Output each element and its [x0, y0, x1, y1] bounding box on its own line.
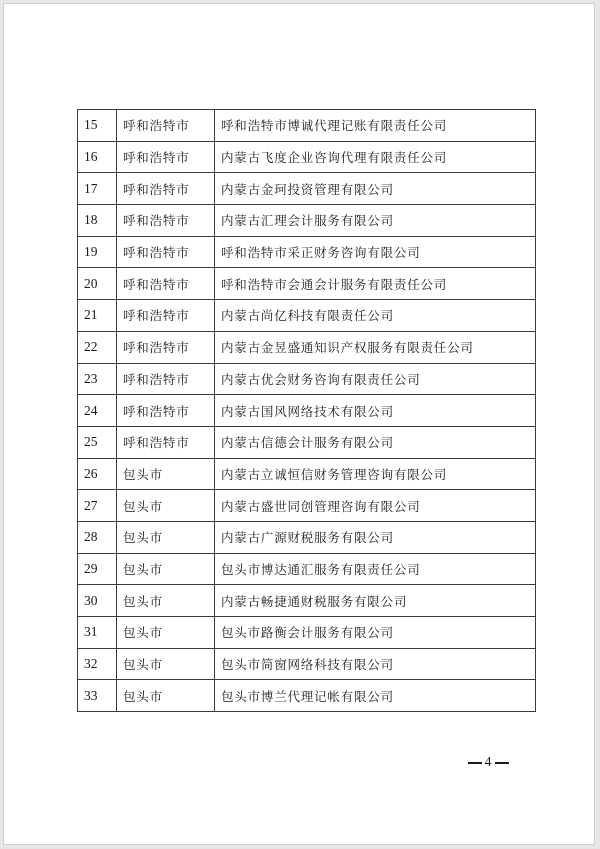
row-city: 包头市 — [117, 521, 215, 553]
row-number: 25 — [78, 426, 117, 458]
row-city: 呼和浩特市 — [117, 141, 215, 173]
row-company: 呼和浩特市会通会计服务有限责任公司 — [215, 268, 536, 300]
row-city: 呼和浩特市 — [117, 395, 215, 427]
row-number: 20 — [78, 268, 117, 300]
row-number: 16 — [78, 141, 117, 173]
table-row — [78, 426, 536, 458]
table-row — [78, 521, 536, 553]
row-number: 33 — [78, 680, 117, 712]
company-list-table — [77, 109, 536, 712]
row-city: 包头市 — [117, 680, 215, 712]
dash-right — [495, 762, 509, 764]
row-company: 包头市博兰代理记帐有限公司 — [215, 680, 536, 712]
table-row — [78, 648, 536, 680]
row-number: 19 — [78, 236, 117, 268]
table-row — [78, 331, 536, 363]
row-number: 23 — [78, 363, 117, 395]
row-city: 呼和浩特市 — [117, 363, 215, 395]
table-row — [78, 553, 536, 585]
row-company: 包头市路衡会计服务有限公司 — [215, 617, 536, 649]
row-company: 呼和浩特市采正财务咨询有限公司 — [215, 236, 536, 268]
table-row — [78, 585, 536, 617]
row-number: 22 — [78, 331, 117, 363]
table-row — [78, 490, 536, 522]
row-company: 内蒙古飞度企业咨询代理有限责任公司 — [215, 141, 536, 173]
table-body — [78, 110, 536, 712]
dash-left — [468, 762, 482, 764]
row-city: 呼和浩特市 — [117, 173, 215, 205]
row-city: 呼和浩特市 — [117, 300, 215, 332]
table-row — [78, 141, 536, 173]
row-company: 内蒙古尚亿科技有限责任公司 — [215, 300, 536, 332]
row-number: 32 — [78, 648, 117, 680]
row-city: 呼和浩特市 — [117, 110, 215, 142]
row-company: 内蒙古汇理会计服务有限公司 — [215, 205, 536, 237]
row-city: 包头市 — [117, 617, 215, 649]
row-city: 包头市 — [117, 648, 215, 680]
row-number: 27 — [78, 490, 117, 522]
row-number: 17 — [78, 173, 117, 205]
row-city: 呼和浩特市 — [117, 331, 215, 363]
row-city: 呼和浩特市 — [117, 205, 215, 237]
row-number: 29 — [78, 553, 117, 585]
row-city: 包头市 — [117, 458, 215, 490]
row-number: 24 — [78, 395, 117, 427]
row-company: 包头市简窗网络科技有限公司 — [215, 648, 536, 680]
row-number: 18 — [78, 205, 117, 237]
page-number-text: 4 — [484, 755, 492, 770]
page-number — [464, 754, 512, 772]
table-row — [78, 363, 536, 395]
row-company: 内蒙古优会财务咨询有限责任公司 — [215, 363, 536, 395]
table-row — [78, 173, 536, 205]
row-number: 26 — [78, 458, 117, 490]
table-row — [78, 110, 536, 142]
row-number: 15 — [78, 110, 117, 142]
table-row — [78, 268, 536, 300]
table-row — [78, 300, 536, 332]
row-company: 内蒙古盛世同创管理咨询有限公司 — [215, 490, 536, 522]
row-city: 呼和浩特市 — [117, 236, 215, 268]
row-city: 呼和浩特市 — [117, 426, 215, 458]
table-row — [78, 395, 536, 427]
row-number: 30 — [78, 585, 117, 617]
table-row — [78, 617, 536, 649]
row-company: 内蒙古立诚恒信财务管理咨询有限公司 — [215, 458, 536, 490]
row-company: 呼和浩特市博诚代理记账有限责任公司 — [215, 110, 536, 142]
row-company: 内蒙古畅捷通财税服务有限公司 — [215, 585, 536, 617]
table-row — [78, 680, 536, 712]
table-row — [78, 236, 536, 268]
row-city: 包头市 — [117, 553, 215, 585]
row-company: 内蒙古金珂投资管理有限公司 — [215, 173, 536, 205]
row-company: 包头市博达通汇服务有限责任公司 — [215, 553, 536, 585]
row-number: 28 — [78, 521, 117, 553]
row-city: 呼和浩特市 — [117, 268, 215, 300]
row-company: 内蒙古国风网络技术有限公司 — [215, 395, 536, 427]
row-company: 内蒙古广源财税服务有限公司 — [215, 521, 536, 553]
row-number: 21 — [78, 300, 117, 332]
row-company: 内蒙古信德会计服务有限公司 — [215, 426, 536, 458]
row-city: 包头市 — [117, 585, 215, 617]
table-row — [78, 458, 536, 490]
document-page — [3, 3, 595, 845]
row-city: 包头市 — [117, 490, 215, 522]
row-company: 内蒙古金昱盛通知识产权服务有限责任公司 — [215, 331, 536, 363]
table-row — [78, 205, 536, 237]
row-number: 31 — [78, 617, 117, 649]
